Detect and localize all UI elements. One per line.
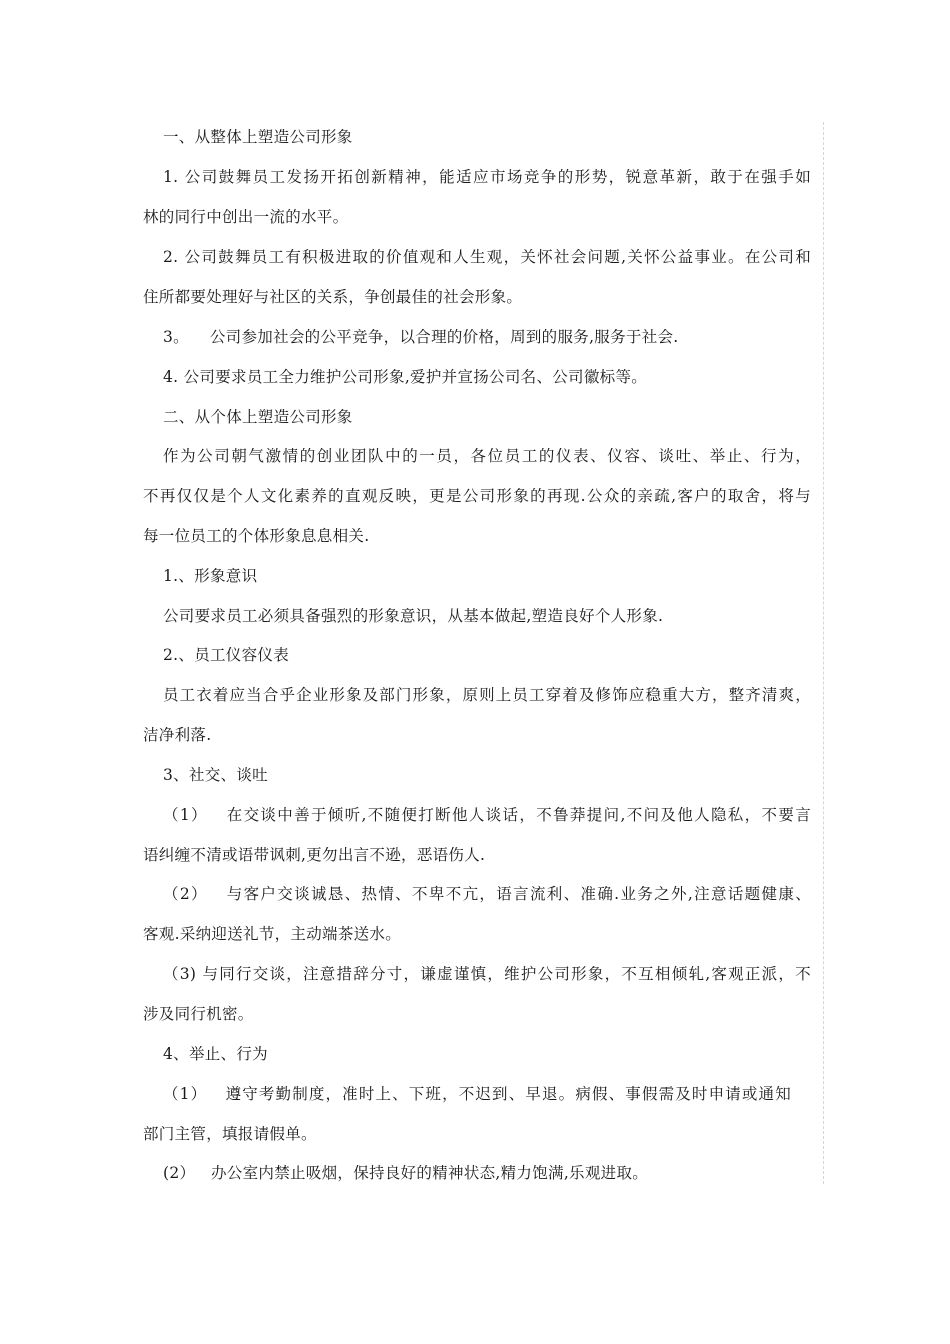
paragraph-5-line-3: 每一位员工的个体形象息息相关. — [143, 527, 370, 545]
section-heading-2: 二、从个体上塑造公司形象 — [163, 408, 353, 426]
paragraph-1-line-2: 林的同行中创出一流的水平。 — [143, 208, 349, 226]
paragraph-8-line-2: 语纠缠不清或语带讽刺,更勿出言不逊，恶语伤人. — [143, 846, 486, 864]
paragraph-5-line-1: 作为公司朝气激情的创业团队中的一员，各位员工的仪表、仪容、谈吐、举止、行为， — [163, 447, 811, 465]
paragraph-11-line-1: （1） 遵守考勤制度，准时上、下班，不迟到、早退。病假、事假需及时申请或通知 — [163, 1085, 791, 1103]
paragraph-12: (2） 办公室内禁止吸烟，保持良好的精神状态,精力饱满,乐观进取。 — [163, 1164, 649, 1182]
subheading-conduct: 4、举止、行为 — [163, 1045, 268, 1063]
subheading-image-awareness: 1.、形象意识 — [163, 567, 258, 585]
paragraph-8-line-1: （1） 在交谈中善于倾听,不随便打断他人谈话，不鲁莽提问,不问及他人隐私，不要言 — [163, 806, 811, 824]
paragraph-2-line-1: 2. 公司鼓舞员工有积极进取的价值观和人生观，关怀社会问题,关怀公益事业。在公司和 — [163, 248, 811, 266]
paragraph-10-line-1: （3) 与同行交谈，注意措辞分寸，谦虚谨慎，维护公司形象，不互相倾轧,客观正派，不 — [163, 965, 811, 983]
paragraph-2-line-2: 住所都要处理好与社区的关系，争创最佳的社会形象。 — [143, 288, 523, 306]
paragraph-3: 3。 公司参加社会的公平竞争，以合理的价格，周到的服务,服务于社会. — [163, 328, 679, 346]
paragraph-7-line-2: 洁净利落. — [143, 726, 212, 744]
section-heading-1: 一、从整体上塑造公司形象 — [163, 128, 353, 146]
paragraph-4: 4. 公司要求员工全力维护公司形象,爱护并宣扬公司名、公司徽标等。 — [163, 368, 648, 386]
paragraph-6: 公司要求员工必须具备强烈的形象意识，从基本做起,塑造良好个人形象. — [163, 607, 664, 625]
paragraph-10-line-2: 涉及同行机密。 — [143, 1005, 254, 1023]
paragraph-1-line-1: 1. 公司鼓舞员工发扬开拓创新精神，能适应市场竞争的形势，锐意革新，敢于在强手如 — [163, 168, 811, 186]
paragraph-9-line-2: 客观.采纳迎送礼节，主动端茶送水。 — [143, 925, 402, 943]
paragraph-5-line-2: 不再仅仅是个人文化素养的直观反映，更是公司形象的再现.公众的亲疏,客户的取舍，将与 — [143, 487, 811, 505]
paragraph-9-line-1: （2） 与客户交谈诚恳、热情、不卑不亢，语言流利、准确.业务之外,注意话题健康、 — [163, 885, 811, 903]
subheading-social-speech: 3、社交、谈吐 — [163, 766, 268, 784]
paragraph-7-line-1: 员工衣着应当合乎企业形象及部门形象，原则上员工穿着及修饰应稳重大方，整齐清爽， — [163, 686, 811, 704]
subheading-appearance: 2.、员工仪容仪表 — [163, 646, 289, 664]
paragraph-11-line-2: 部门主管，填报请假单。 — [143, 1125, 317, 1143]
